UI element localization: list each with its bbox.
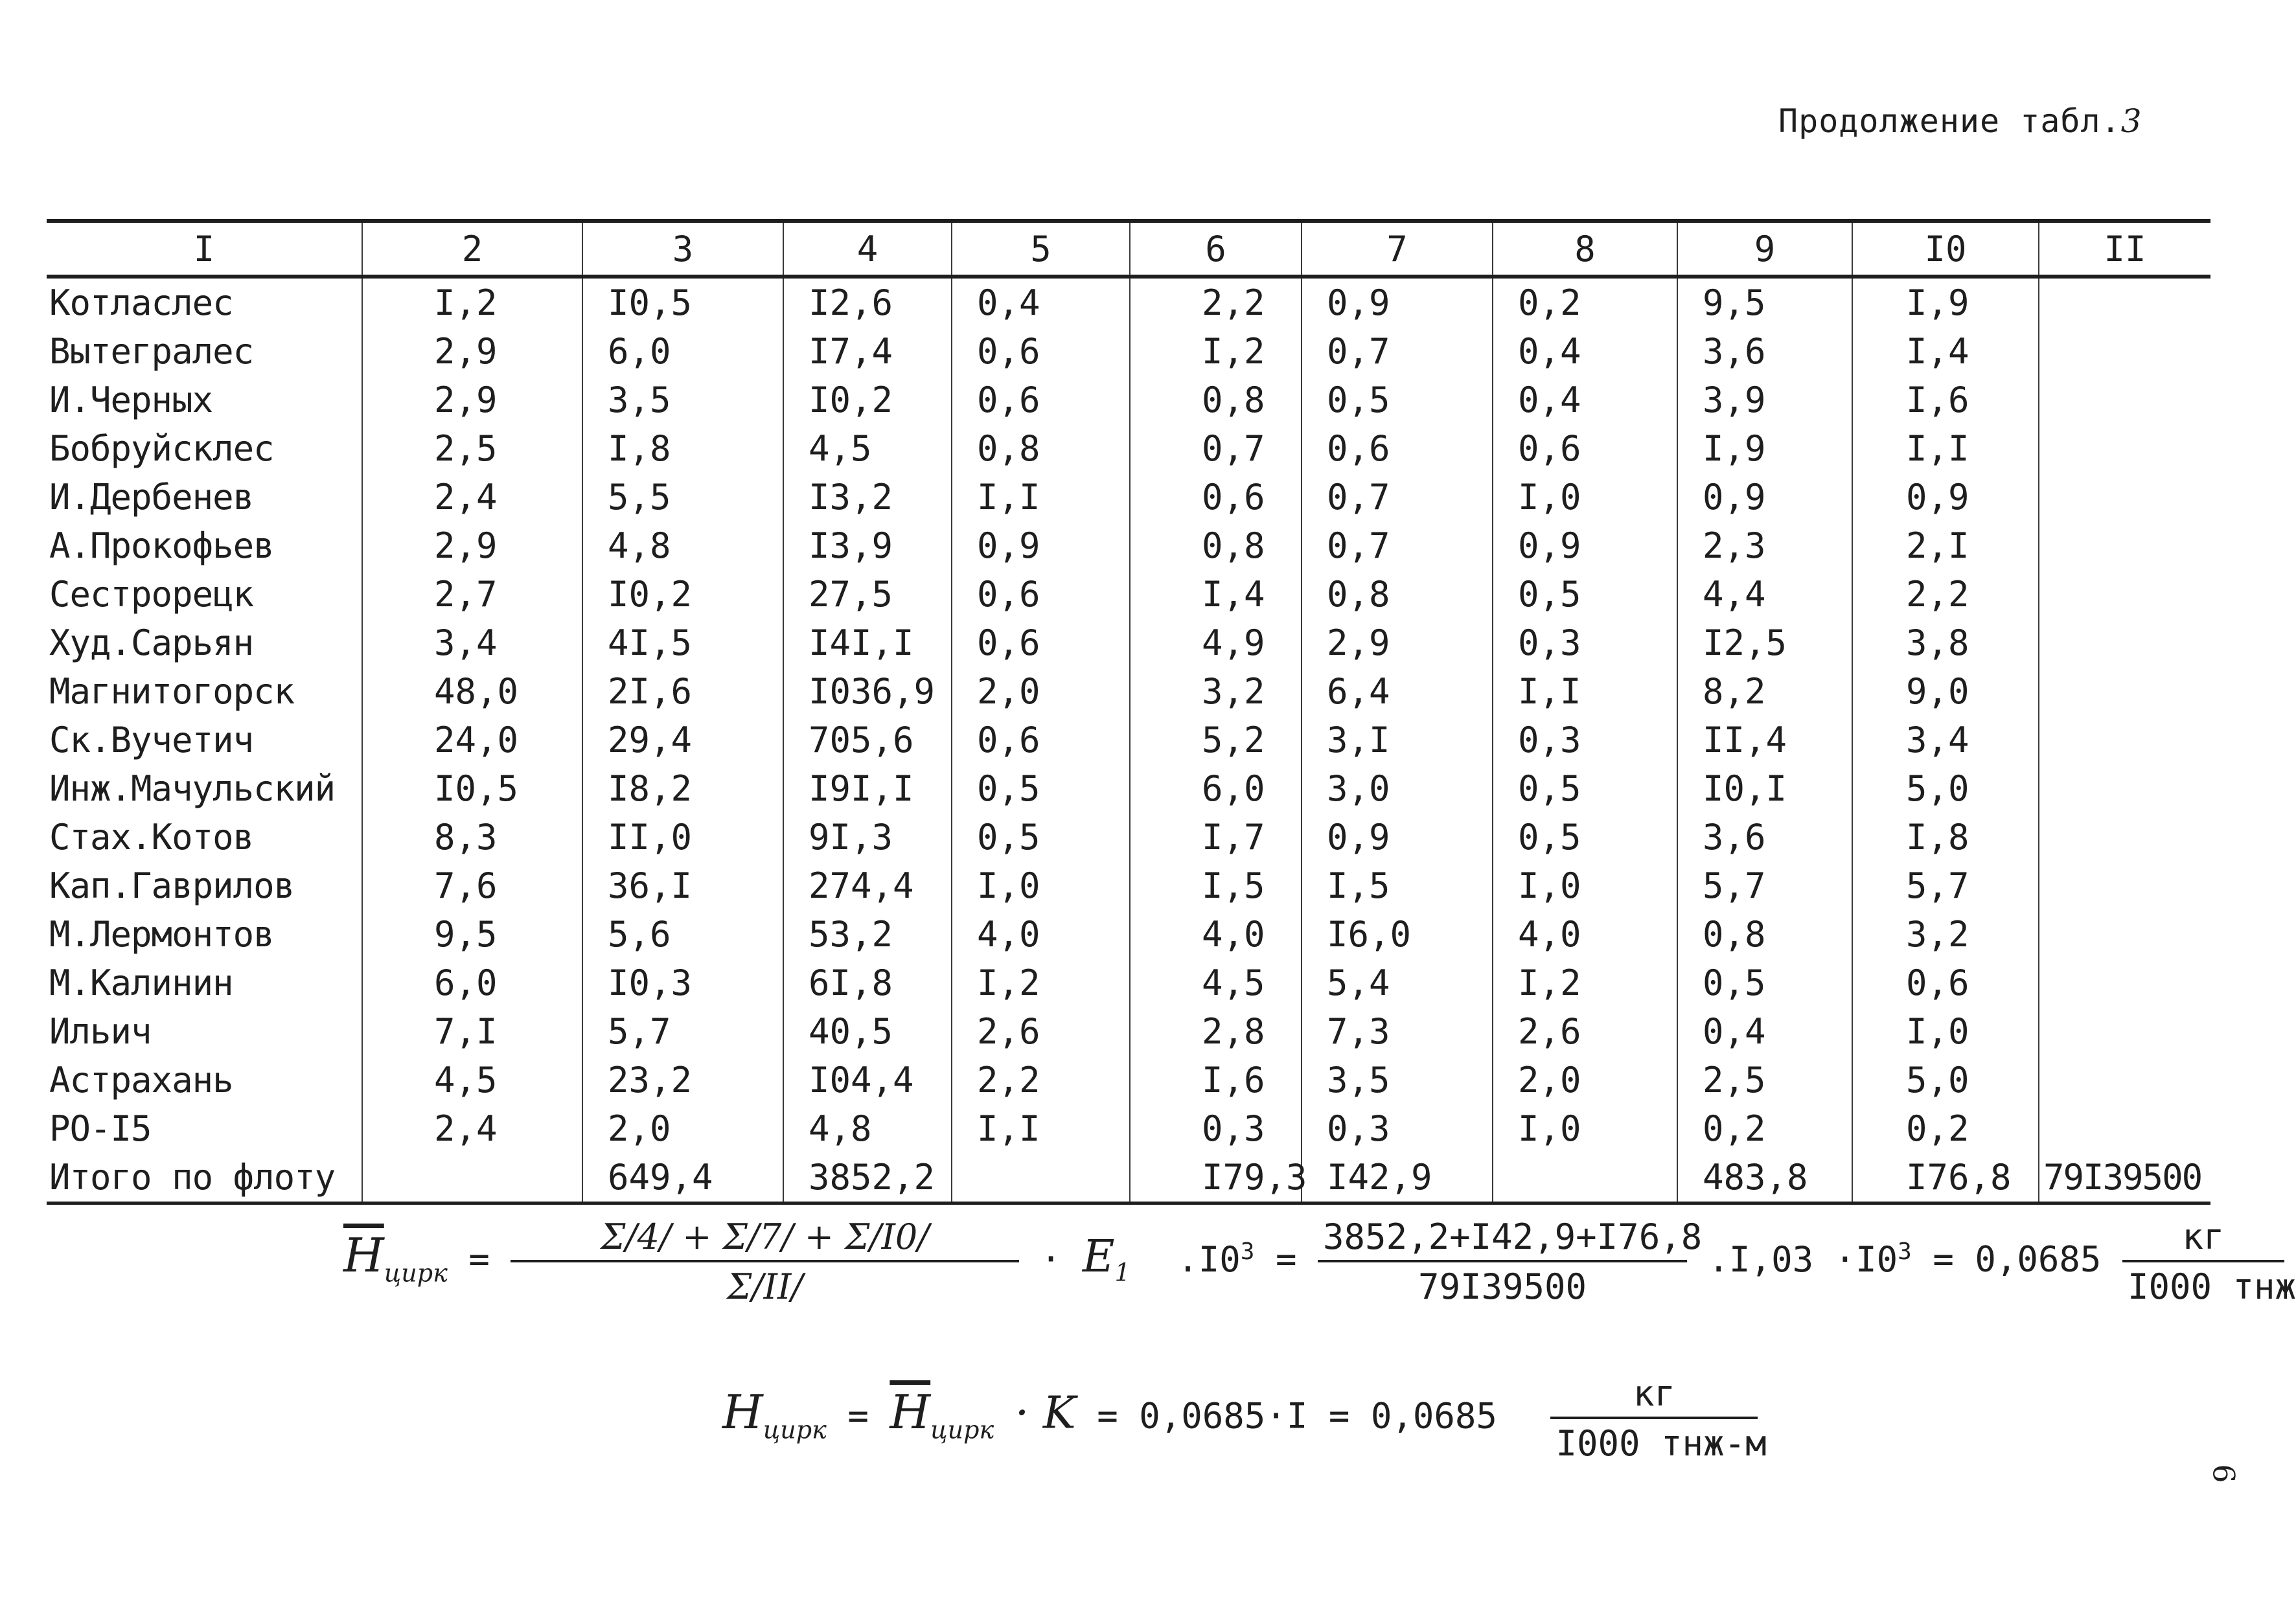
value-cell: 48,0 [362,667,582,716]
value-cell: 4,0 [1130,910,1302,959]
column-header: 3 [582,221,783,277]
value-cell: 3,4 [362,619,582,667]
value-cell: I,0 [952,861,1130,910]
value-cell: I,I [952,473,1130,521]
value-cell: I04,4 [783,1056,952,1104]
value-cell: 2,9 [362,327,582,376]
vessel-name-cell: Инж.Мачульский [49,768,336,809]
value-cell: 8,2 [1677,667,1852,716]
table-row [47,1007,2210,1056]
vessel-name-cell: Астрахань [49,1060,233,1100]
value-cell: 3,6 [1677,327,1852,376]
value-cell [2039,277,2210,327]
value-cell: 0,8 [952,424,1130,473]
value-cell [2039,619,2210,667]
value-cell: 0,5 [1493,764,1677,813]
value-cell: I,I [952,1104,1130,1153]
value-cell: 4,9 [1130,619,1302,667]
value-cell: 0,5 [1677,959,1852,1007]
value-cell: 3,5 [1302,1056,1493,1104]
value-cell: 5,0 [1852,764,2039,813]
value-cell: I,5 [1302,861,1493,910]
value-cell: 274,4 [783,861,952,910]
value-cell [952,1153,1130,1203]
formula1-tail: $.I,03 \cdot I0^3$ [1708,1238,1912,1280]
table-row [47,277,2210,327]
value-cell: 2,9 [362,521,582,570]
formula2-result: = 0,0685·I = 0,0685 [1097,1395,1497,1437]
value-cell: 2,9 [362,376,582,424]
vessel-name-cell: Ск.Вучетич [49,720,254,760]
formula2-unit: $\frac{кг}{\text{I000 тнж-м}}$ [1550,1373,1758,1464]
value-cell: 0,5 [1302,376,1493,424]
value-cell: 53,2 [783,910,952,959]
value-cell [2039,910,2210,959]
value-cell [2039,570,2210,619]
value-cell [2039,667,2210,716]
value-cell: 6I,8 [783,959,952,1007]
table-row [47,813,2210,861]
value-cell: I,0 [1493,1104,1677,1153]
value-cell: I79,3 [1130,1153,1302,1203]
value-cell: 0,4 [1493,327,1677,376]
formula1-values-numerator: 3852,2+I42,9+I76,8 [1318,1216,1687,1262]
value-cell: I3,9 [783,521,952,570]
value-cell: 5,7 [1852,861,2039,910]
value-cell: 649,4 [582,1153,783,1203]
vessel-name-cell: PO-I5 [49,1108,152,1149]
value-cell: 0,9 [952,521,1130,570]
value-cell: 3,9 [1677,376,1852,424]
value-cell: 27,5 [783,570,952,619]
formula-circulation-avg: $\overline{H}_{цирк}$ = $\frac{\Sigma/4/ + \Sigma/7/ + \Sigma/I0/}{\Sigma/II/}$ · $E_1$ $.I0^3$ = $\frac{3852,2+I42,9+I76,8}{79I39500}$ $.I,03 \cdot I0^3 = 0,0685$ $\frac{кг}{\text{I000 тнж}}$ [343,1216,2296,1307]
value-cell: 0,9 [1302,277,1493,327]
value-cell: I,I [1852,424,2039,473]
value-cell [2039,473,2210,521]
table-body [47,277,2210,1203]
vessel-name-cell: М.Калинин [49,963,233,1003]
value-cell: 0,8 [1130,376,1302,424]
value-cell: 0,7 [1130,424,1302,473]
value-cell: 2,8 [1130,1007,1302,1056]
value-cell: I,4 [1852,327,2039,376]
value-cell: 4,0 [952,910,1130,959]
value-cell: I2,6 [783,277,952,327]
value-cell: 0,6 [952,376,1130,424]
vessel-name-cell: Бобруйсклес [49,428,274,469]
value-cell: 2,3 [1677,521,1852,570]
value-cell [2039,861,2210,910]
vessel-name-cell: Худ.Сарьян [49,622,254,663]
value-cell [2039,1007,2210,1056]
column-header: 2 [362,221,582,277]
value-cell [2039,764,2210,813]
value-cell: 4,8 [582,521,783,570]
value-cell: I9I,I [783,764,952,813]
value-cell: 7,6 [362,861,582,910]
table-row [47,1153,2210,1203]
value-cell: 0,9 [1493,521,1677,570]
value-cell: 2I,6 [582,667,783,716]
vessel-name-cell: Вытегралес [49,331,254,372]
margin-page-mark: 6 [2206,1464,2242,1483]
value-cell: 0,9 [1677,473,1852,521]
table-row [47,376,2210,424]
formula1-result: = 0,0685 [1933,1238,2102,1280]
column-header: I [193,228,215,269]
value-cell: 6,0 [362,959,582,1007]
value-cell [2039,1056,2210,1104]
value-cell: I,0 [1493,473,1677,521]
value-cell: I,I [1493,667,1677,716]
vessel-name-cell: И.Черных [49,380,213,420]
value-cell: I,6 [1852,376,2039,424]
column-header: 4 [783,221,952,277]
data-table-container [47,219,2210,1205]
formula1-equals: = [468,1238,490,1280]
table-row [47,910,2210,959]
formula1-sum-fraction [511,1216,1019,1307]
value-cell [1493,1153,1677,1203]
value-cell: 5,5 [582,473,783,521]
value-cell: 3,8 [1852,619,2039,667]
value-cell: 4,4 [1677,570,1852,619]
value-cell: 3,5 [582,376,783,424]
value-cell: 8,3 [362,813,582,861]
value-cell: I,4 [1130,570,1302,619]
formula1-denominator: Σ/II/ [727,1266,803,1307]
value-cell [362,1153,582,1203]
vessel-name-cell: Кап.Гаврилов [49,865,295,906]
value-cell: 0,5 [1493,813,1677,861]
value-cell: I42,9 [1302,1153,1493,1203]
value-cell: 4I,5 [582,619,783,667]
value-cell: 2,4 [362,1104,582,1153]
column-header: I0 [1852,221,2039,277]
value-cell: 2,2 [1130,277,1302,327]
value-cell: 0,6 [1493,424,1677,473]
table-row [47,570,2210,619]
column-header: 9 [1677,221,1852,277]
value-cell: I3,2 [783,473,952,521]
value-cell: 483,8 [1677,1153,1852,1203]
value-cell: 6,4 [1302,667,1493,716]
value-cell: I,0 [1493,861,1677,910]
value-cell: 2,0 [952,667,1130,716]
value-cell: 4,5 [1130,959,1302,1007]
value-cell: 0,8 [1302,570,1493,619]
table-row [47,959,2210,1007]
value-cell: 5,7 [1677,861,1852,910]
value-cell: I7,4 [783,327,952,376]
value-cell: 5,2 [1130,716,1302,764]
value-cell: 2,0 [582,1104,783,1153]
value-cell: 0,5 [1493,570,1677,619]
value-cell: 0,6 [952,716,1130,764]
vessel-name-cell: Магнитогорск [49,671,295,712]
value-cell: I0,I [1677,764,1852,813]
value-cell: I,2 [1493,959,1677,1007]
vessel-name-cell: А.Прокофьев [49,525,274,566]
value-cell: I0,2 [783,376,952,424]
formula1-lhs: $\overline{H}_{цирк}$ [343,1227,448,1288]
vessel-name-cell: Сестрорецк [49,574,254,615]
value-cell: 0,6 [952,570,1130,619]
value-cell: 0,4 [952,277,1130,327]
value-cell: 3,2 [1852,910,2039,959]
value-cell: 0,2 [1677,1104,1852,1153]
value-cell: 0,6 [1302,424,1493,473]
value-cell: 2,I [1852,521,2039,570]
value-cell: 0,3 [1130,1104,1302,1153]
value-cell: 0,9 [1302,813,1493,861]
value-cell: 9,5 [1677,277,1852,327]
value-cell: 2,7 [362,570,582,619]
value-cell: 7,I [362,1007,582,1056]
vessel-name-cell: Итого по флоту [49,1157,336,1198]
data-table [47,219,2210,1205]
value-cell: 0,5 [952,764,1130,813]
value-cell: 3,2 [1130,667,1302,716]
formula1-e-coef: $E_1$ [1082,1231,1131,1287]
value-cell: I,0 [1852,1007,2039,1056]
value-cell: I76,8 [1852,1153,2039,1203]
vessel-name-cell: М.Лермонтов [49,914,274,955]
value-cell: 7,3 [1302,1007,1493,1056]
header-label: Продолжение табл. [1778,102,2121,140]
value-cell: 0,9 [1852,473,2039,521]
formula-circulation-norm: $H_{цирк} = \overline{H}_{цирк} \cdot K = 0,0685\cdot I = 0,0685$ $\frac{кг}{\text{I000 тнж-м}}$ [722,1373,1767,1464]
value-cell: 0,5 [952,813,1130,861]
table-row [47,667,2210,716]
table-row [47,1056,2210,1104]
value-cell: 9,5 [362,910,582,959]
value-cell: 705,6 [783,716,952,764]
value-cell: I4I,I [783,619,952,667]
vessel-name-cell: Ильич [49,1011,152,1052]
table-row [47,619,2210,667]
value-cell: 3,4 [1852,716,2039,764]
value-cell: II,4 [1677,716,1852,764]
value-cell: 5,4 [1302,959,1493,1007]
column-header: 8 [1493,221,1677,277]
value-cell: 3,6 [1677,813,1852,861]
formula2-lhs: $H_{цирк}$ [722,1384,827,1444]
value-cell: I036,9 [783,667,952,716]
formula1-numerator: Σ/4/ + Σ/7/ + Σ/I0/ [511,1216,1019,1262]
value-cell: I,2 [1130,327,1302,376]
value-cell: 5,0 [1852,1056,2039,1104]
value-cell [2039,813,2210,861]
column-header: 7 [1302,221,1493,277]
value-cell [2039,716,2210,764]
vessel-name-cell: Котласлес [49,282,233,323]
value-cell: 0,3 [1493,619,1677,667]
value-cell: I,9 [1852,277,2039,327]
value-cell [2039,1104,2210,1153]
value-cell [2039,376,2210,424]
value-cell: 4,5 [783,424,952,473]
table-number: 3 [2120,102,2142,140]
column-header: 6 [1130,221,1302,277]
value-cell: I,5 [1130,861,1302,910]
value-cell: I0,3 [582,959,783,1007]
table-row [47,521,2210,570]
value-cell: 79I39500 [2039,1153,2210,1203]
table-row [47,473,2210,521]
value-cell: 2,5 [362,424,582,473]
value-cell: 0,7 [1302,521,1493,570]
value-cell: 2,6 [952,1007,1130,1056]
value-cell: 0,2 [1493,277,1677,327]
value-cell: 24,0 [362,716,582,764]
value-cell: 4,5 [362,1056,582,1104]
value-cell: 0,6 [952,327,1130,376]
value-cell: 5,6 [582,910,783,959]
formula1-values-denominator: 79I39500 [1418,1266,1587,1307]
value-cell: 2,5 [1677,1056,1852,1104]
value-cell: I,9 [1677,424,1852,473]
value-cell: 0,8 [1130,521,1302,570]
value-cell: 2,4 [362,473,582,521]
table-row [47,861,2210,910]
formula1-multiplier: $.I0^3$ [1177,1238,1255,1280]
value-cell: 2,6 [1493,1007,1677,1056]
value-cell [2039,424,2210,473]
value-cell: 3,I [1302,716,1493,764]
table-row [47,764,2210,813]
value-cell: I,7 [1130,813,1302,861]
value-cell: 0,7 [1302,473,1493,521]
value-cell: 6,0 [1130,764,1302,813]
value-cell: 0,3 [1302,1104,1493,1153]
value-cell: 2,9 [1302,619,1493,667]
value-cell: 0,7 [1302,327,1493,376]
vessel-name-cell: И.Дербенев [49,477,254,518]
value-cell: I0,5 [582,277,783,327]
value-cell [2039,327,2210,376]
value-cell: 9,0 [1852,667,2039,716]
column-header: 5 [952,221,1130,277]
value-cell: 0,3 [1493,716,1677,764]
value-cell: 23,2 [582,1056,783,1104]
value-cell: 0,4 [1677,1007,1852,1056]
value-cell: 4,0 [1493,910,1677,959]
value-cell: 9I,3 [783,813,952,861]
table-row [47,424,2210,473]
value-cell: 40,5 [783,1007,952,1056]
value-cell: 0,6 [1130,473,1302,521]
value-cell: 3,0 [1302,764,1493,813]
value-cell: 0,6 [1852,959,2039,1007]
value-cell: 6,0 [582,327,783,376]
value-cell [2039,959,2210,1007]
table-row [47,716,2210,764]
value-cell: 5,7 [582,1007,783,1056]
vessel-name-cell: Стах.Котов [49,817,254,858]
value-cell: 2,2 [1852,570,2039,619]
value-cell: I,8 [582,424,783,473]
value-cell: I,2 [362,277,582,327]
page-header [1778,102,2142,140]
formula1-unit: $\frac{кг}{\text{I000 тнж}}$ [2122,1216,2284,1307]
value-cell: 0,8 [1677,910,1852,959]
header-row [47,221,2210,277]
value-cell [2039,521,2210,570]
value-cell: 0,4 [1493,376,1677,424]
table-row [47,1104,2210,1153]
value-cell: II,0 [582,813,783,861]
value-cell: 29,4 [582,716,783,764]
value-cell: 0,2 [1852,1104,2039,1153]
formula2-h-avg: $\overline{H}_{цирк}$ [890,1384,994,1444]
value-cell: I8,2 [582,764,783,813]
value-cell: 2,0 [1493,1056,1677,1104]
value-cell: I0,2 [582,570,783,619]
value-cell: 3852,2 [783,1153,952,1203]
value-cell: I0,5 [362,764,582,813]
value-cell: I6,0 [1302,910,1493,959]
table-row [47,327,2210,376]
formula1-values-fraction [1318,1216,1703,1307]
value-cell: 0,6 [952,619,1130,667]
value-cell: 4,8 [783,1104,952,1153]
value-cell: I,8 [1852,813,2039,861]
value-cell: I,6 [1130,1056,1302,1104]
value-cell: I,2 [952,959,1130,1007]
value-cell: 36,I [582,861,783,910]
value-cell: I2,5 [1677,619,1852,667]
column-header: II [2039,221,2210,277]
formula2-k-coef: · K [1015,1387,1076,1439]
value-cell: 2,2 [952,1056,1130,1104]
